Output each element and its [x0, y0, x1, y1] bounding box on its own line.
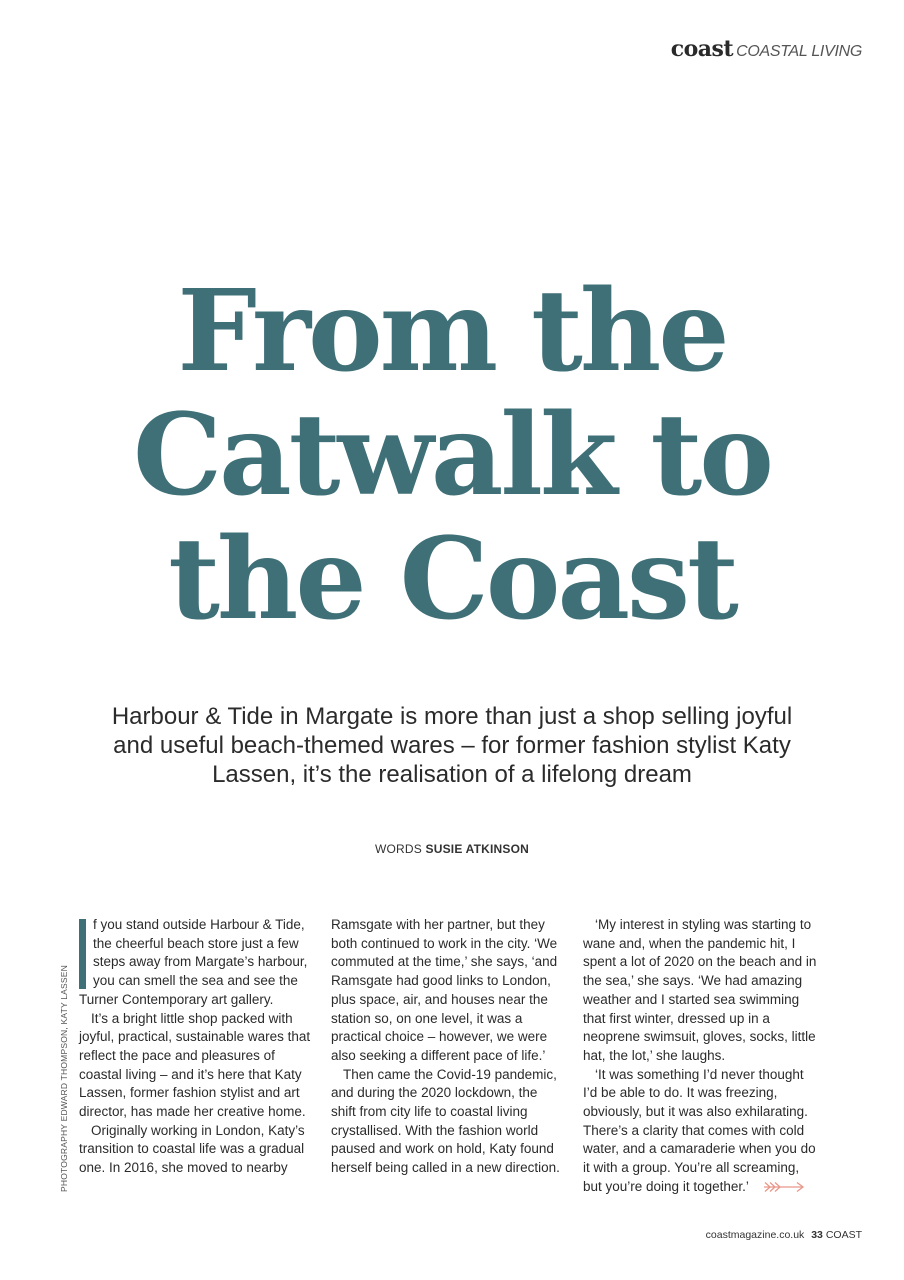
page-header: [671, 36, 862, 66]
paragraph: ‘My interest in styling was starting to wane and, when the pandemic hit, I spent a lot of 2020 on the beach and in the sea,’ she says. ‘We had amazing weather and I started sea swimming that first winter, dressed up in a neoprene swimsuit, gloves, socks, little hat, the lot,’ she laughs.: [583, 917, 817, 1063]
paragraph: Originally working in London, Katy’s transition to coastal life was a gradual one. In 2016, she moved to nearby: [79, 1122, 305, 1176]
body-column-2: [331, 916, 565, 1178]
magazine-brand: coast: [670, 36, 734, 62]
page-number: 33: [811, 1229, 823, 1241]
paragraph: [79, 916, 313, 1010]
title-line-1: From the: [177, 266, 727, 397]
footer-website: coastmagazine.co.uk: [705, 1229, 805, 1241]
paragraph-text: f you stand outside Harbour & Tide, the cheerful beach store just a few steps away from Margate’s harbour, you can smell the sea and see the Turner Contemporary art gallery.: [79, 917, 308, 1007]
paragraph: [583, 1066, 817, 1197]
paragraph-text: ‘It was something I’d never thought I’d be able to do. It was freezing, obviously, but it was also exhilarating. There’s a clarity that comes with cold water, and a camaraderie when you do it with a group. You’re all screaming, but you’re doing it together.’: [583, 1066, 816, 1194]
paragraph: Ramsgate with her partner, but they both continued to work in the city. ‘We commuted at the time,’ she says, ‘and Ramsgate had good links to London, plus space, air, and houses near the station so, on one level, it was a practical choice – however, we were also seeking a different pace of life.’: [331, 917, 558, 1063]
article-title: [0, 266, 904, 645]
drop-cap-bar: [79, 919, 86, 989]
footer-magazine: COAST: [825, 1229, 862, 1241]
byline: [0, 842, 904, 856]
page-footer: [706, 1229, 862, 1241]
byline-label: WORDS: [374, 842, 422, 856]
title-line-2: Catwalk to: [132, 390, 771, 521]
standfirst: Harbour & Tide in Margate is more than just a shop selling joyful and useful beach-themed wares – for former fashion stylist Katy Lassen, it’s the realisation of a lifelong dream: [111, 703, 793, 788]
section-label: COASTAL LIVING: [736, 43, 862, 60]
title-line-3: the Coast: [168, 514, 736, 645]
photo-credit: PHOTOGRAPHY EDWARD THOMPSON, KATY LASSEN: [59, 965, 69, 1192]
body-column-1: [79, 916, 313, 1178]
body-column-3: [583, 916, 817, 1197]
paragraph: It’s a bright little shop packed with joyful, practical, sustainable wares that reflect the pace and pleasures of coastal living – and it’s here that Katy Lassen, former fashion stylist and art director, has made her creative home.: [79, 1010, 311, 1120]
continue-arrow-icon: [763, 1181, 805, 1193]
paragraph: Then came the Covid-19 pandemic, and during the 2020 lockdown, the shift from city life to coastal living crystallised. With the fashion world paused and work on hold, Katy found herself being called in a new direction.: [331, 1066, 560, 1176]
byline-author: SUSIE ATKINSON: [425, 842, 530, 856]
